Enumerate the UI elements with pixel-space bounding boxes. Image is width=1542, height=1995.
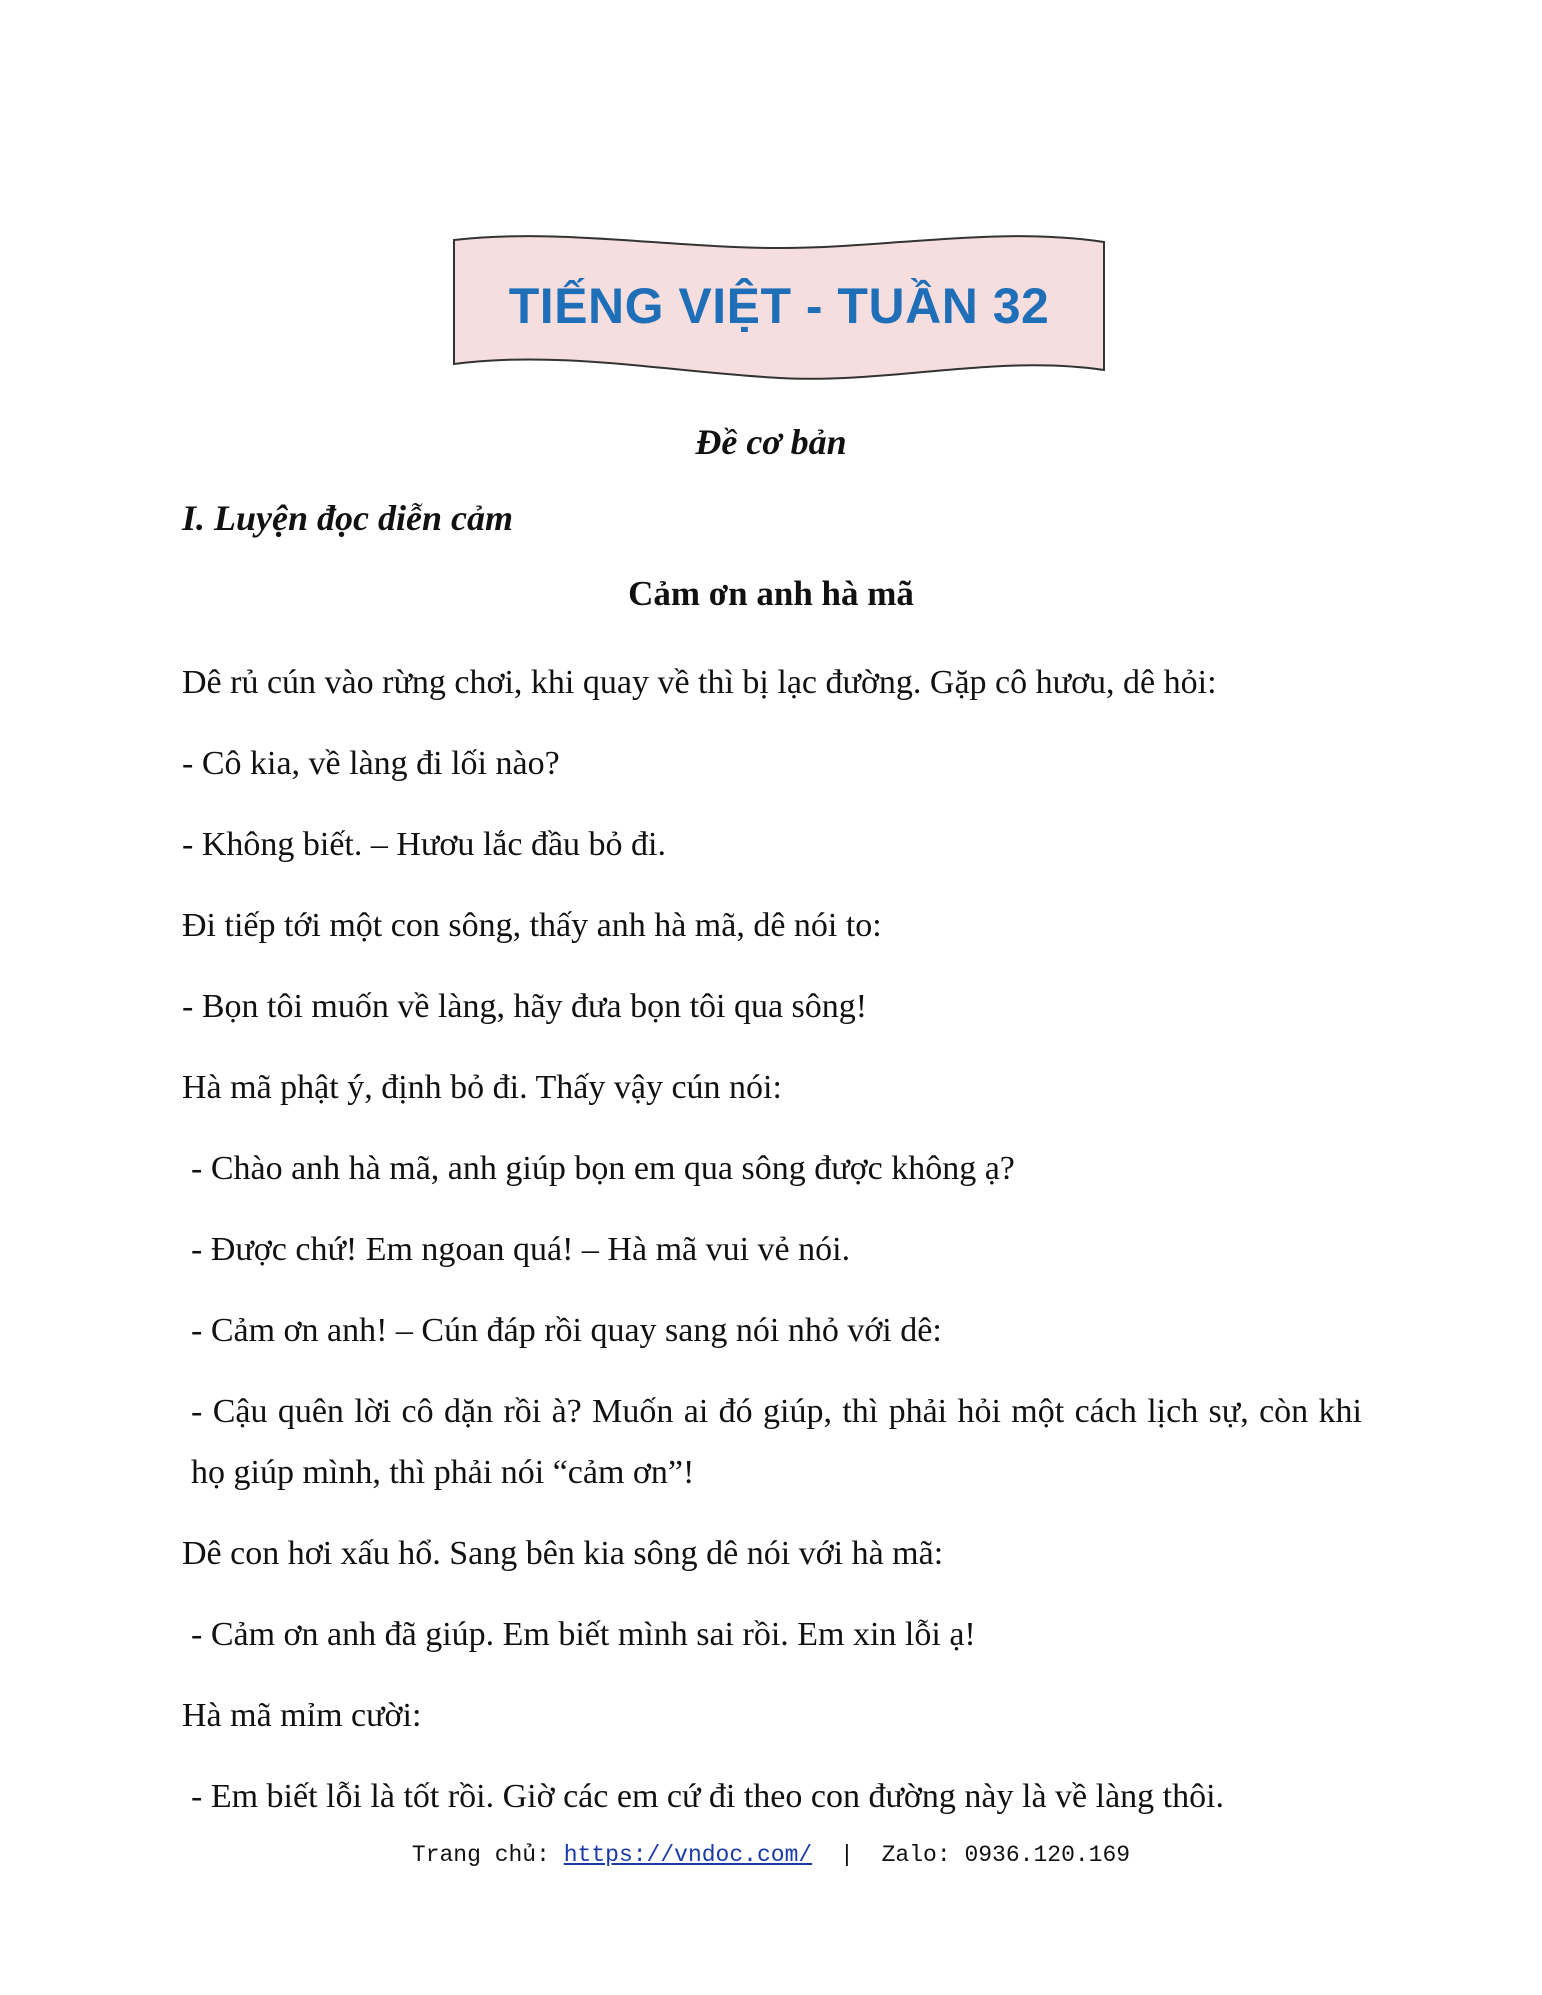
story-paragraph: - Bọn tôi muốn về làng, hãy đưa bọn tôi qua sông!: [182, 988, 868, 1025]
story-paragraph: - Em biết lỗi là tốt rồi. Giờ các em cứ đi theo con đường này là về làng thôi.: [191, 1778, 1225, 1815]
footer-home-label: Trang chủ:: [411, 1842, 550, 1868]
story-paragraph: - Chào anh hà mã, anh giúp bọn em qua sông được không ạ?: [191, 1150, 1015, 1187]
section-heading: I. Luyện đọc diễn cảm: [182, 498, 513, 538]
story-paragraph: - Cậu quên lời cô dặn rồi à? Muốn ai đó giúp, thì phải hỏi một cách lịch sự, còn khi họ giúp mình, thì phải nói “cảm ơn”!: [191, 1393, 1362, 1491]
story-title: Cảm ơn anh hà mã: [628, 574, 914, 613]
story-paragraph: - Được chứ! Em ngoan quá! – Hà mã vui vẻ nói.: [191, 1231, 851, 1268]
subtitle: Đề cơ bản: [695, 422, 847, 462]
story-body: [182, 652, 1362, 1847]
story-paragraph: - Không biết. – Hươu lắc đầu bỏ đi.: [182, 826, 666, 863]
footer-zalo-number: 0936.120.169: [964, 1842, 1131, 1868]
story-paragraph: - Cảm ơn anh đã giúp. Em biết mình sai rồi. Em xin lỗi ạ!: [191, 1616, 976, 1653]
title-banner: [450, 232, 1108, 380]
footer-home-link[interactable]: https://vndoc.com/: [563, 1842, 813, 1868]
page-footer: [0, 1842, 1542, 1868]
story-paragraph: - Cảm ơn anh! – Cún đáp rồi quay sang nói nhỏ với dê:: [191, 1312, 942, 1349]
story-paragraph: Hà mã phật ý, định bỏ đi. Thấy vậy cún nói:: [182, 1069, 782, 1106]
story-paragraph: Hà mã mỉm cười:: [182, 1697, 422, 1734]
footer-separator: |: [840, 1842, 854, 1868]
story-paragraph: Dê rủ cún vào rừng chơi, khi quay về thì bị lạc đường. Gặp cô hươu, dê hỏi:: [182, 664, 1217, 701]
story-paragraph: Dê con hơi xấu hổ. Sang bên kia sông dê nói với hà mã:: [182, 1535, 944, 1572]
footer-zalo-label: Zalo:: [881, 1842, 951, 1868]
story-paragraph: - Cô kia, về làng đi lối nào?: [182, 745, 560, 782]
story-paragraph: Đi tiếp tới một con sông, thấy anh hà mã, dê nói to:: [182, 907, 882, 944]
banner-title: TIẾNG VIỆT - TUẦN 32: [508, 278, 1050, 334]
